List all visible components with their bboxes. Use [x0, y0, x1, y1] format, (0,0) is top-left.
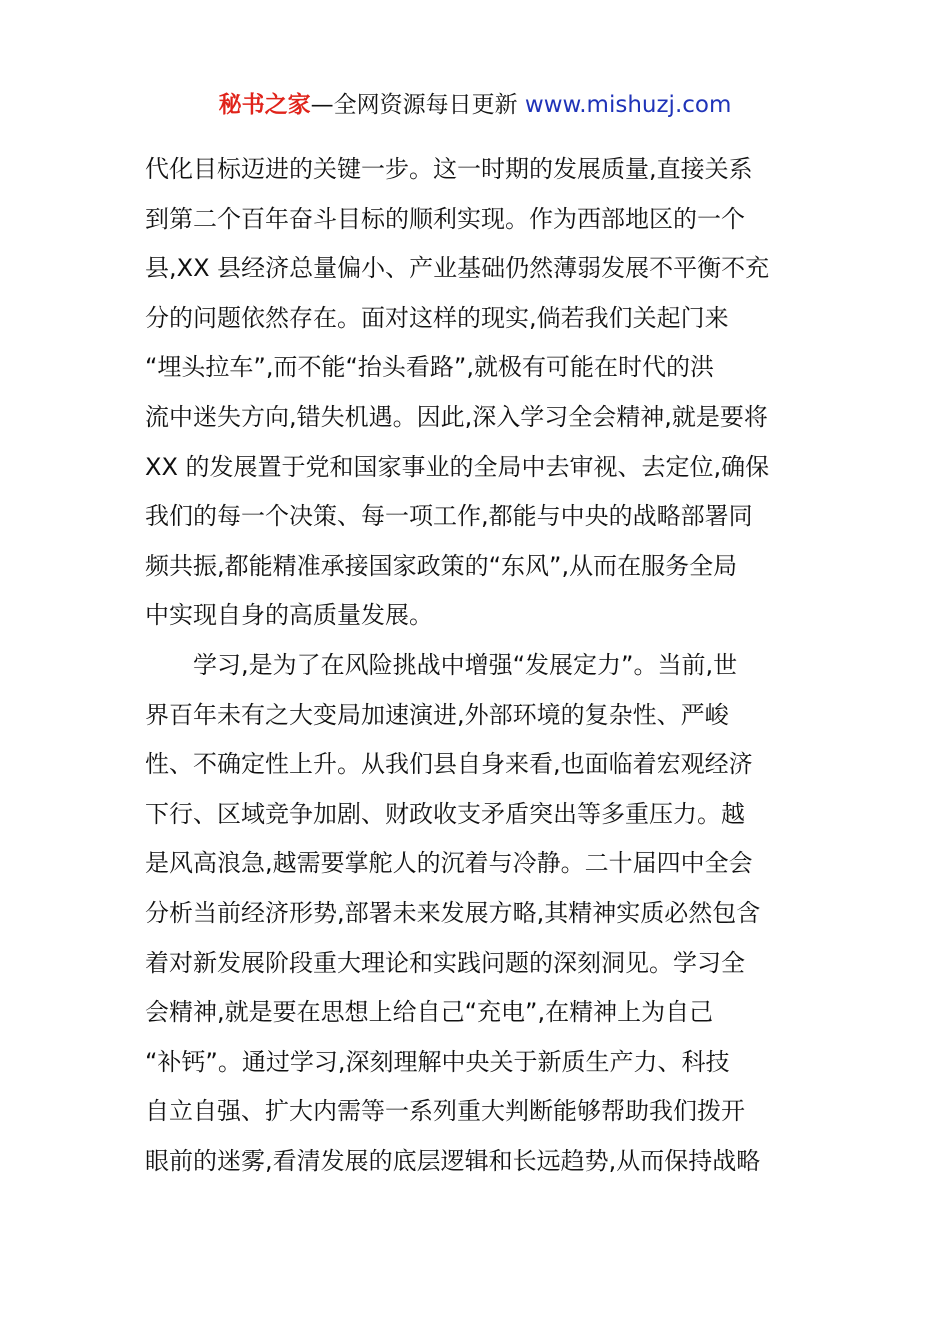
text-line: 中实现自身的高质量发展。 [145, 601, 433, 630]
text-line: “埋头拉车”,而不能“抬头看路”,就极有可能在时代的洪 [145, 353, 714, 382]
text-line: 下行、区域竞争加剧、财政收支矛盾突出等多重压力。越 [145, 799, 745, 828]
text-line: 分的问题依然存在。面对这样的现实,倘若我们关起门来 [145, 303, 729, 332]
header-tagline: —全网资源每日更新 [310, 92, 525, 118]
text-line: 着对新发展阶段重大理论和实践问题的深刻洞见。学习全 [145, 948, 745, 977]
text-line: 我们的每一个决策、每一项工作,都能与中央的战略部署同 [145, 502, 753, 531]
text-line: XX 的发展置于党和国家事业的全局中去审视、去定位,确保 [145, 452, 770, 481]
document-body [145, 145, 810, 1186]
brand-name: 秘书之家 [218, 92, 311, 118]
text-line: 分析当前经济形势,部署未来发展方略,其精神实质必然包含 [145, 898, 761, 927]
text-line: 代化目标迈进的关键一步。这一时期的发展质量,直接关系 [145, 155, 753, 183]
text-line: 流中迷失方向,错失机遇。因此,深入学习全会精神,就是要将 [145, 402, 768, 431]
text-line: 是风高浪急,越需要掌舵人的沉着与冷静。二十届四中全会 [145, 849, 753, 878]
text-line: 界百年未有之大变局加速演进,外部环境的复杂性、严峻 [145, 700, 729, 729]
text-line: 到第二个百年奋斗目标的顺利实现。作为西部地区的一个 [145, 204, 745, 233]
text-line: 眼前的迷雾,看清发展的底层逻辑和长远趋势,从而保持战略 [145, 1146, 761, 1175]
text-line: 县,XX 县经济总量偏小、产业基础仍然薄弱发展不平衡不充 [145, 254, 770, 283]
text-line: 自立自强、扩大内需等一系列重大判断能够帮助我们拨开 [145, 1097, 745, 1126]
site-url: www.mishuzj.com [524, 92, 732, 118]
page-header [0, 88, 950, 122]
text-line: 性、不确定性上升。从我们县自身来看,也面临着宏观经济 [145, 750, 753, 779]
text-line: “补钙”。通过学习,深刻理解中央关于新质生产力、科技 [145, 1047, 730, 1076]
text-line: 会精神,就是要在思想上给自己“充电”,在精神上为自己 [145, 998, 714, 1027]
text-line: 学习,是为了在风险挑战中增强“发展定力”。当前,世 [145, 650, 738, 679]
text-line: 频共振,都能精准承接国家政策的“东风”,从而在服务全局 [145, 551, 738, 580]
